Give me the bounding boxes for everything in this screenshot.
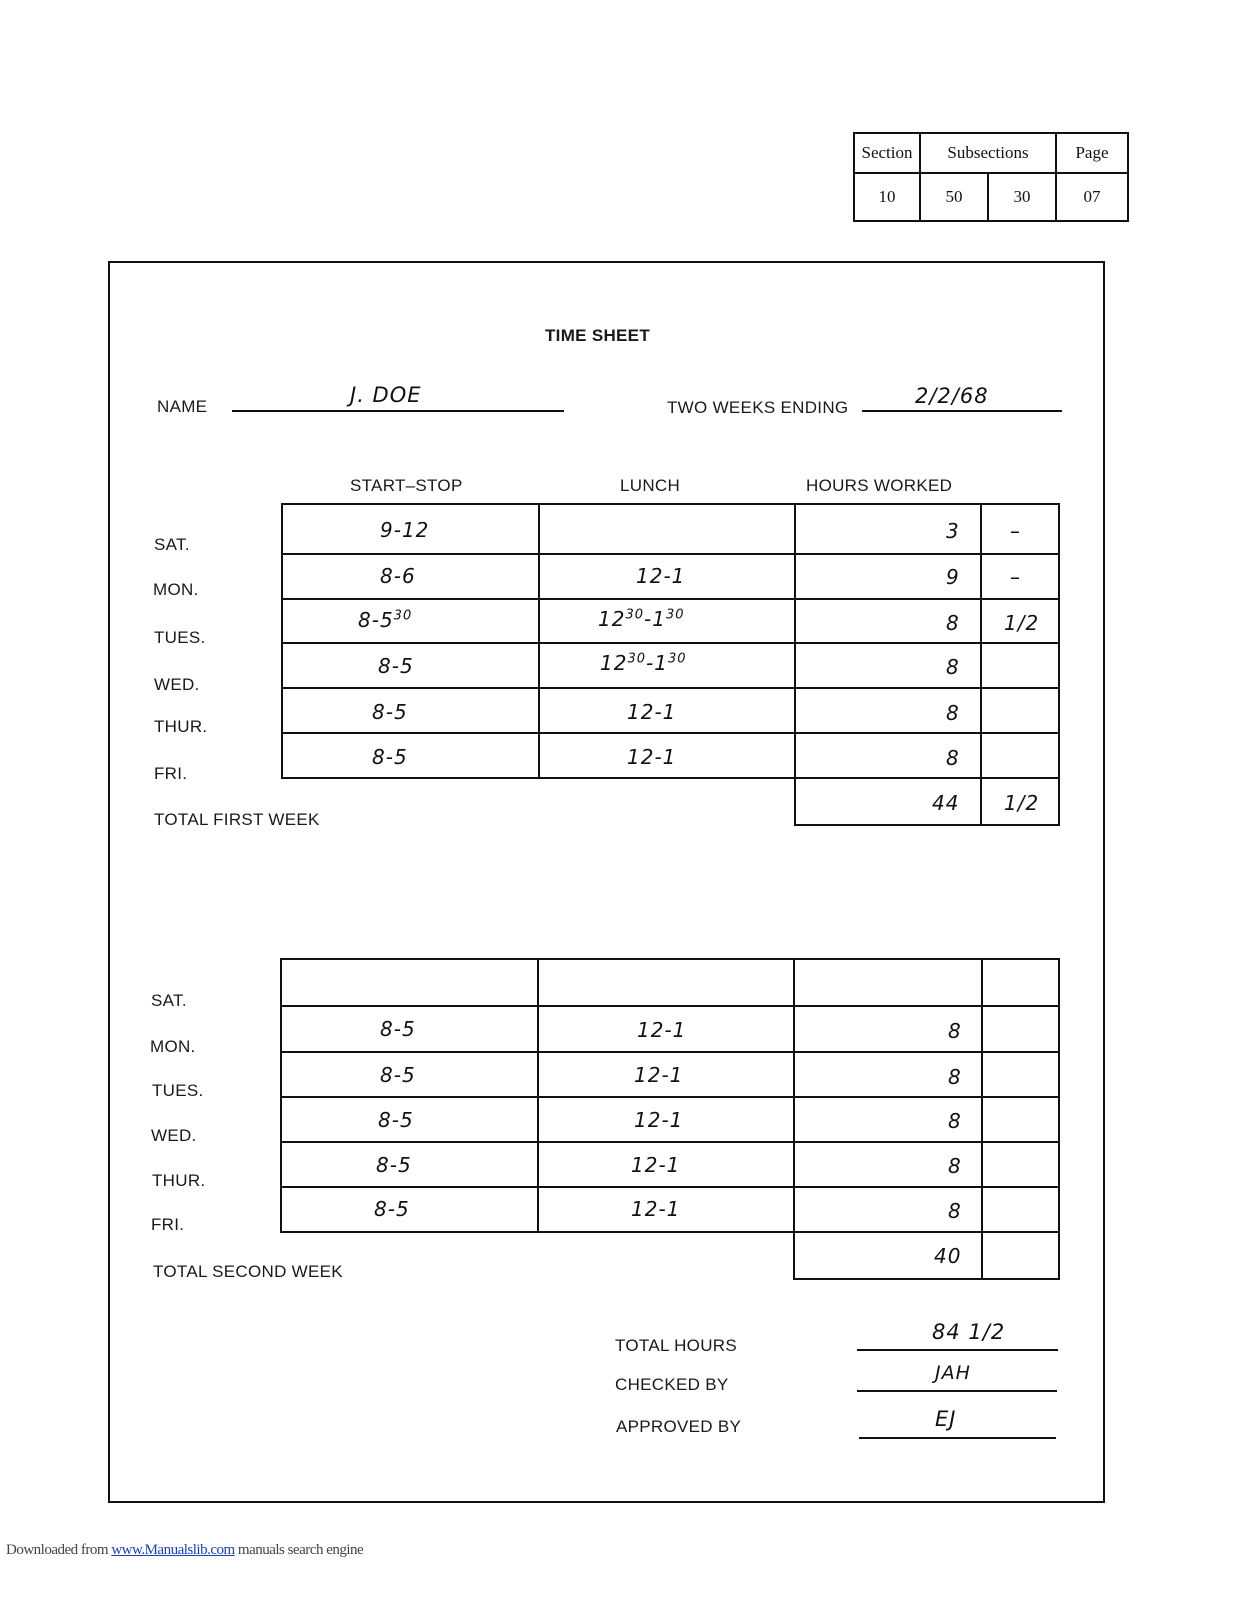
week1-fraction: –	[1010, 519, 1021, 543]
week2-total-border	[1058, 1231, 1060, 1280]
week1-lunch: $12^{30}-1^{30}$	[600, 651, 687, 675]
manualslib-link[interactable]: www.Manualslib.com	[111, 1542, 235, 1558]
week2-total-border	[793, 1278, 1060, 1280]
week2-start-stop: 8-5	[376, 1153, 412, 1177]
week1-row-line	[281, 687, 1060, 689]
checked-by-value: JAH	[935, 1362, 971, 1384]
week1-total-border	[794, 824, 1060, 826]
total-hours-label: TOTAL HOURS	[615, 1336, 738, 1355]
name-underline	[232, 410, 564, 412]
week2-start-stop: 8-5	[378, 1108, 414, 1132]
week2-day-label: TUES.	[152, 1081, 204, 1100]
week1-fraction: –	[1010, 565, 1021, 589]
name-label: NAME	[157, 397, 208, 416]
week1-lunch: 12-1	[627, 745, 677, 769]
week2-day-label: MON.	[150, 1037, 196, 1056]
week1-divider	[538, 503, 540, 779]
week1-row-line	[281, 642, 1060, 644]
week1-hours: 9	[946, 565, 960, 589]
week1-day-label: MON.	[153, 580, 199, 599]
week1-start-stop: 8-5	[372, 700, 408, 724]
week1-hours: 8	[946, 701, 960, 725]
period-value: 2/2/68	[915, 384, 989, 408]
week1-lunch: 12-1	[636, 564, 686, 588]
section-value: 10	[855, 174, 921, 220]
checked-by-underline	[857, 1390, 1057, 1392]
name-value: J. DOE	[350, 383, 422, 407]
form-title: TIME SHEET	[545, 326, 651, 345]
total-hours-value: 84 1/2	[932, 1320, 1006, 1344]
time-sheet-frame	[108, 261, 1105, 1503]
week1-total-label: TOTAL FIRST WEEK	[154, 810, 320, 829]
page-label: Page	[1057, 134, 1127, 174]
checked-by-label: CHECKED BY	[615, 1375, 729, 1394]
week2-day-label: SAT.	[151, 991, 187, 1010]
section-reference-box	[853, 132, 1129, 222]
week2-start-stop: 8-5	[374, 1197, 410, 1221]
week2-row-line	[280, 1141, 1060, 1143]
week1-day-label: THUR.	[154, 717, 208, 736]
week2-lunch: 12-1	[631, 1197, 681, 1221]
week1-row-line	[281, 732, 1060, 734]
week1-hours: 8	[946, 611, 960, 635]
subsection-value-1: 50	[921, 174, 989, 220]
week1-total-hours: 44	[932, 791, 960, 815]
week1-start-stop: 9-12	[380, 518, 430, 542]
page-value: 07	[1083, 187, 1101, 206]
period-label: TWO WEEKS ENDING	[667, 398, 849, 417]
week2-row-line	[280, 1005, 1060, 1007]
week1-total-fraction: 1/2	[1004, 791, 1040, 815]
week2-start-stop: 8-5	[380, 1063, 416, 1087]
week2-hours: 8	[948, 1109, 962, 1133]
week1-divider	[794, 503, 796, 826]
week1-start-stop: 8-5	[378, 654, 414, 678]
period-underline	[862, 410, 1062, 412]
week1-start-stop: $8-5^{30}$	[358, 608, 413, 632]
week2-hours: 8	[948, 1199, 962, 1223]
col-header-start-stop: START–STOP	[350, 476, 463, 495]
week1-hours: 3	[946, 519, 960, 543]
week1-day-label: WED.	[154, 675, 200, 694]
col-header-hours-worked: HOURS WORKED	[806, 476, 953, 495]
download-footer	[6, 1542, 363, 1559]
week1-day-label: FRI.	[154, 764, 188, 783]
col-header-lunch: LUNCH	[620, 476, 681, 495]
week1-hours: 8	[946, 746, 960, 770]
approved-by-label: APPROVED BY	[616, 1417, 742, 1436]
week1-lunch: $12^{30}-1^{30}$	[598, 607, 685, 631]
week1-row-line	[281, 553, 1060, 555]
subsections-label: Subsections	[921, 134, 1057, 174]
week2-row-line	[280, 1186, 1060, 1188]
week2-day-label: THUR.	[152, 1171, 206, 1190]
footer-prefix: Downloaded from	[6, 1542, 112, 1558]
week2-row-line	[280, 1096, 1060, 1098]
week2-row-line	[280, 1051, 1060, 1053]
week1-row-line	[281, 598, 1060, 600]
subsection-value-2: 30	[989, 174, 1057, 220]
week1-fraction: 1/2	[1004, 611, 1040, 635]
week2-hours: 8	[948, 1154, 962, 1178]
week2-lunch: 12-1	[634, 1108, 684, 1132]
week1-lunch: 12-1	[627, 700, 677, 724]
total-hours-underline	[857, 1349, 1058, 1351]
week1-grid	[281, 503, 1060, 779]
week1-day-label: SAT.	[154, 535, 190, 554]
week2-total-hours: 40	[934, 1244, 962, 1268]
week2-total-label: TOTAL SECOND WEEK	[153, 1262, 343, 1281]
week2-day-label: WED.	[151, 1126, 197, 1145]
week2-hours: 8	[948, 1065, 962, 1089]
week1-day-label: TUES.	[154, 628, 206, 647]
week2-lunch: 12-1	[634, 1063, 684, 1087]
footer-suffix: manuals search engine	[234, 1542, 364, 1558]
week2-day-label: FRI.	[151, 1215, 185, 1234]
week1-divider	[980, 503, 982, 826]
week1-start-stop: 8-6	[380, 564, 416, 588]
week1-start-stop: 8-5	[372, 745, 408, 769]
week2-lunch: 12-1	[637, 1018, 687, 1042]
week2-hours: 8	[948, 1019, 962, 1043]
week2-lunch: 12-1	[631, 1153, 681, 1177]
week1-hours: 8	[946, 655, 960, 679]
section-label: Section	[855, 134, 921, 174]
approved-by-underline	[859, 1437, 1056, 1439]
approved-by-value: EJ	[935, 1407, 957, 1431]
week1-total-border	[1058, 777, 1060, 826]
week2-start-stop: 8-5	[380, 1017, 416, 1041]
